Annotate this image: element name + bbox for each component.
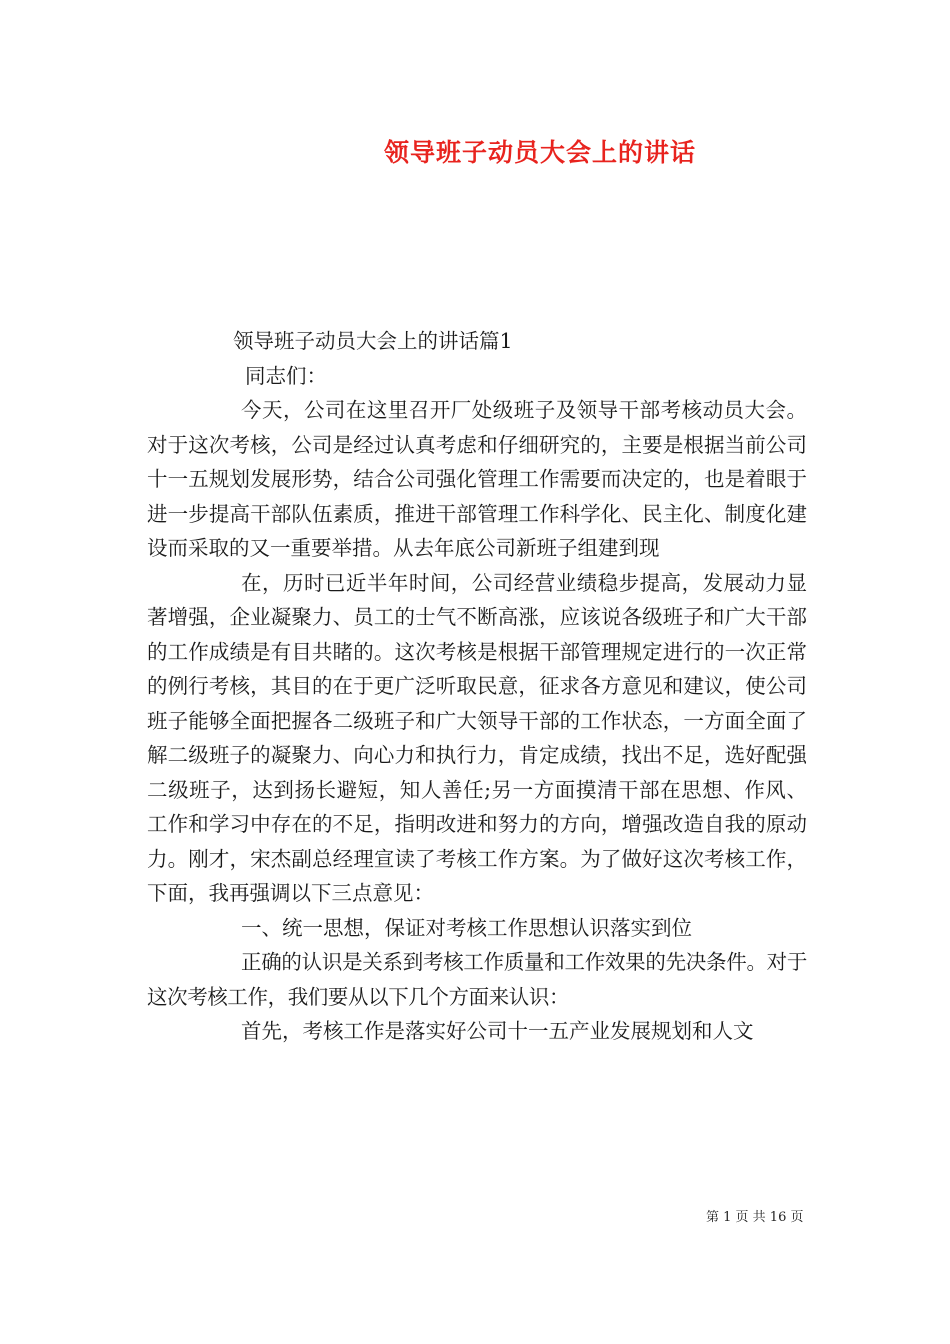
section-heading: 领导班子动员大会上的讲话篇1 — [233, 329, 513, 353]
document-title: 领导班子动员大会上的讲话 — [383, 138, 696, 167]
document-body — [147, 324, 807, 1049]
paragraph-5: 首先，考核工作是落实好公司十一五产业发展规划和人文 — [241, 1019, 754, 1043]
paragraph-4: 正确的认识是关系到考核工作质量和工作效果的先决条件。对于这次考核工作，我们要从以下几个方面来认识： — [147, 950, 807, 1009]
paragraph-3-heading: 一、统一思想，保证对考核工作思想认识落实到位 — [241, 915, 692, 940]
salutation: 同志们： — [245, 363, 327, 388]
paragraph-1: 今天，公司在这里召开厂处级班子及领导干部考核动员大会。对于这次考核，公司是经过认真考虑和仔细研究的，主要是根据当前公司十一五规划发展形势，结合公司强化管理工作需要而决定的，也是着眼于进一步提高干部队伍素质，推进干部管理工作科学化、民主化、制度化建设而采取的又一重要举措。从去年底公司新班子组建到现 — [147, 398, 807, 560]
paragraph-2: 在，历时已近半年时间，公司经营业绩稳步提高，发展动力显著增强，企业凝聚力、员工的士气不断高涨，应该说各级班子和广大干部的工作成绩是有目共睹的。这次考核是根据干部管理规定进行的一次正常的例行考核，其目的在于更广泛听取民意，征求各方意见和建议，使公司班子能够全面把握各二级班子和广大领导干部的工作状态，一方面全面了解二级班子的凝聚力、向心力和执行力，肯定成绩，找出不足，选好配强二级班子，达到扬长避短，知人善任;另一方面摸清干部在思想、作风、工作和学习中存在的不足，指明改进和努力的方向，增强改造自我的原动力。刚才，宋杰副总经理宣读了考核工作方案。为了做好这次考核工作，下面，我再强调以下三点意见： — [147, 570, 807, 905]
page-number-footer: 第 1 页 共 16 页 — [706, 1210, 804, 1225]
